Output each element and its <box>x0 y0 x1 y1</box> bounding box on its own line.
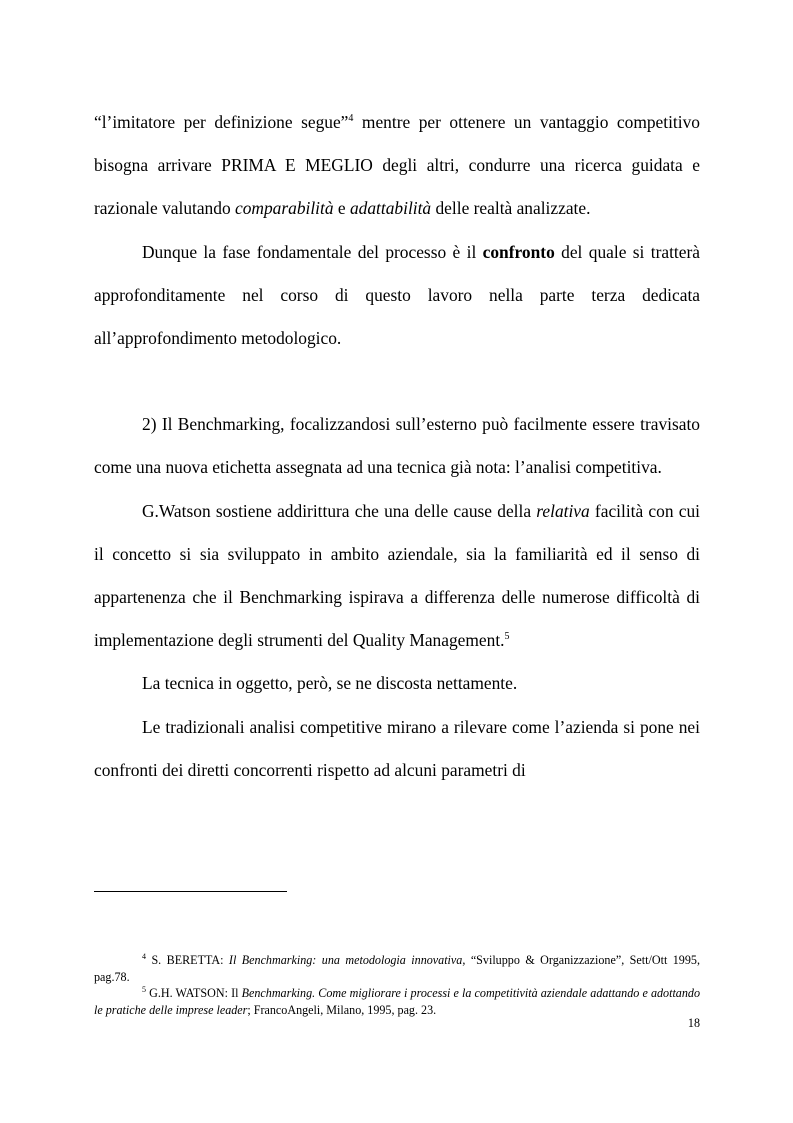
paragraph-5: La tecnica in oggetto, però, se ne discosta nettamente. <box>142 673 518 694</box>
footnote-separator <box>94 891 287 892</box>
footnote-5: $^5$ G.H. WATSON: Il Benchmarking. Come migliorare i processi e la competitività aziendale adattando e adottando le pratiche delle imprese leader; FrancoAngeli, Milano, 1995, pag. 23. <box>94 985 700 1017</box>
footnote-4: $^4$ S. BERETTA: Il Benchmarking: una metodologia innovativa, “Sviluppo & Organizzazione”, Sett/Ott 1995, pag.78. <box>94 952 700 984</box>
paragraph-3: 2) Il Benchmarking, focalizzandosi sull’esterno può facilmente essere travisato come una nuova etichetta assegnata ad una tecnica già nota: l’analisi competitiva. <box>94 414 700 478</box>
footnote-ref-4[interactable]: 4 <box>348 113 354 124</box>
footnotes <box>94 952 700 1018</box>
page-number: 18 <box>687 1016 700 1030</box>
footnote-ref-5[interactable]: 5 <box>504 631 510 643</box>
paragraph-gap <box>94 360 700 403</box>
paragraph-2: Dunque la fase fondamentale del processo è il confronto del quale si tratterà approfonditamente nel corso di questo lavoro nella parte terza dedicata all’approfondimento metodologico. <box>94 241 700 349</box>
paragraph-1: “l’imitatore per definizione segue”$^4$ mentre per ottenere un vantaggio competitivo bisogna arrivare PRIMA E MEGLIO degli altri, condurre una ricerca guidata e razionale valutando comparabilità e adattabilità delle realtà analizzate. <box>94 112 700 219</box>
paragraph-6: Le tradizionali analisi competitive mirano a rilevare come l’azienda si pone nei confronti dei diretti concorrenti rispetto ad alcuni parametri di <box>94 716 700 780</box>
paragraph-4: G.Watson sostiene addirittura che una delle cause della relativa facilità con cui il concetto si sia sviluppato in ambito aziendale, sia la familiarità ed il senso di appartenenza che il Benchmarking ispirava a differenza delle numerose difficoltà di implementazione degli strumenti del Quality Management.$^5$ <box>94 500 700 651</box>
body-text <box>94 101 700 792</box>
